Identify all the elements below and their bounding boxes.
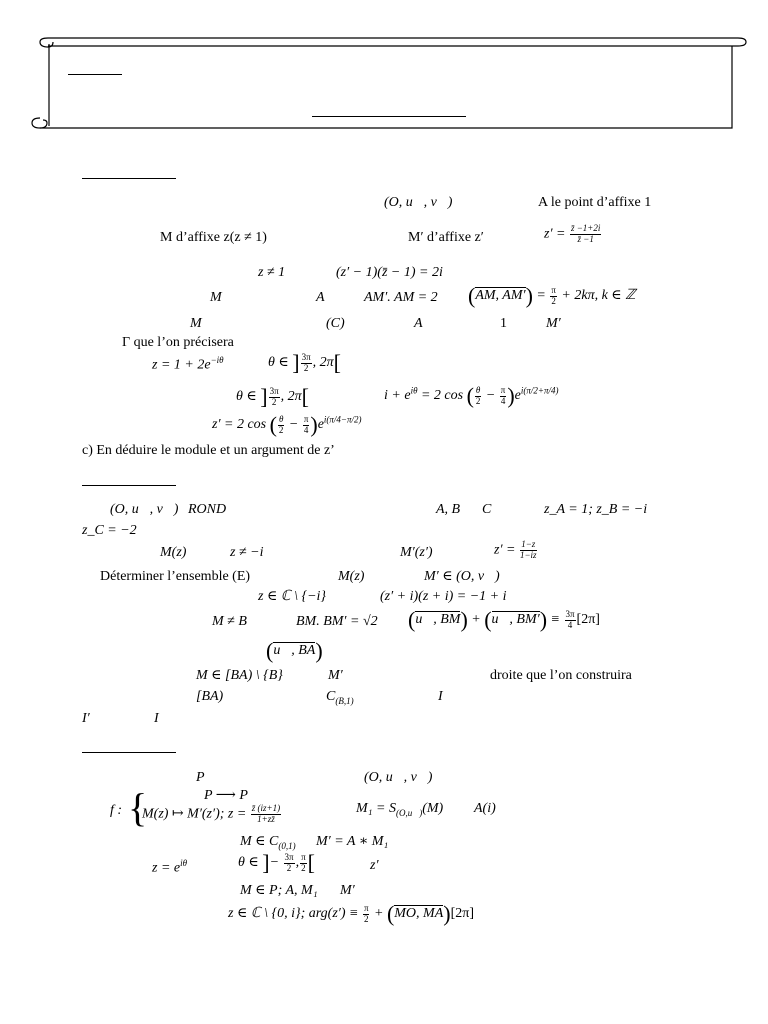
ex3-line3-f: f : — [110, 803, 123, 818]
ex1-line7-expression: $z = 1 + 2e^{-i\theta}$ — [152, 355, 224, 373]
ex3-line6-m: M ∈ P; A, M₁ — [240, 883, 318, 898]
exercise-1-heading-rule — [82, 178, 176, 179]
ex1-line5-a: A — [414, 316, 423, 331]
ex2-line7-angle-vectors: u⃗, BA — [273, 643, 316, 659]
ex2-line1-frame: (O, u⃗, v⃗) — [110, 502, 179, 517]
ex1-line2-point-mp: M′ d’affixe z′ — [408, 230, 484, 245]
ex1-line5-circle: (C) — [326, 316, 345, 331]
ex3-line5-zp: z′ — [370, 858, 379, 873]
ex3-line4-m: M ∈ $C_{(0,1)}$ — [240, 834, 296, 851]
ex3-line7-angle-vectors: MO, MA — [394, 906, 444, 922]
ex2-line9-i: I — [438, 689, 443, 704]
ex2-line6-angles: (u⃗, BM) + (u⃗, BM′) ≡ $\frac{3\pi}{4}$ [2π] — [408, 607, 600, 632]
ex2-line10-i: I — [154, 711, 159, 726]
ex2-line6-angle-2: u⃗, BM′ — [491, 612, 540, 628]
ex1-line10-question-c: c) En déduire le module et un argument de z’ — [82, 443, 335, 458]
ex1-line1-point-a: A le point d’affixe 1 — [538, 195, 652, 210]
ex2-line1-c: C — [482, 502, 492, 517]
ex2-line5-equation: (z′ + i)(z + i) = −1 + i — [380, 589, 507, 604]
header-short-rule — [68, 74, 122, 75]
ex2-line6-angle-1: u⃗, BM — [415, 612, 461, 628]
ex1-line5-m: M — [190, 316, 202, 331]
ex1-line5-mp: M′ — [546, 316, 561, 331]
ex1-line9-zprime: z′ = 2 cos ( $\frac{\theta}{2}$ − $\frac{\pi}{4}$ )$e^{i(\pi/4-\pi/2)}$ — [212, 412, 362, 437]
ex1-line6-gamma: Γ que l’on précisera — [122, 335, 234, 350]
exercise-2-heading-rule — [82, 485, 176, 486]
ex1-line4-m: M — [210, 290, 222, 305]
ex3-line3-point-a: A(i) — [474, 801, 496, 816]
ex1-line3-equation: (z′ − 1)(z̄ − 1) = 2i — [336, 265, 443, 280]
ex1-line5-one: 1 — [500, 316, 507, 331]
ex1-line7-interval: θ ∈ ] $\frac{3\pi}{2}$ , 2π[ — [268, 350, 341, 375]
ex2-line9-circle: $C_{(B,1)}$ — [326, 689, 354, 706]
ex1-line1-frame: (O, u⃗, v⃗) — [384, 195, 453, 210]
ex1-line8-interval: θ ∈ ] $\frac{3\pi}{2}$ , 2π[ — [236, 384, 309, 409]
ex2-line4-condition: M′ ∈ (O, v⃗) — [424, 569, 500, 584]
ex2-line6-m: M ≠ B — [212, 614, 247, 629]
ex2-line7-angle: (u⃗, BA) — [266, 638, 323, 663]
ex2-line8-line: droite que l’on construira — [490, 668, 632, 683]
ex3-line3-symmetry: $M_1 = S_{(O,u⃗)}(M)$ — [356, 801, 444, 818]
ex3-line1-frame: (O, u⃗, v⃗) — [364, 770, 433, 785]
ex2-line8-m: M ∈ [BA) \ {B} — [196, 668, 283, 683]
ex1-line4-angle-vectors: AM, AM′ — [475, 288, 526, 304]
ex2-line3-condition: z ≠ −i — [230, 545, 264, 560]
ex3-line6-mp: M′ — [340, 883, 355, 898]
ex2-line2-zc: z_C = −2 — [82, 523, 137, 538]
ex3-line3-formula: M(z) ↦ M′(z′); z = $\frac{z̄ (iz+1)}{1+zz̄}$ — [142, 803, 281, 824]
ex2-line3-formula: z′ = $\frac{1-z}{1-iz}$ — [494, 539, 537, 560]
ex1-line4-angle: (AM, AM′) = $\frac{\pi}{2}$ + 2kπ, k ∈ ℤ — [468, 283, 636, 308]
ex1-line4-product: AM′. AM = 2 — [364, 290, 438, 305]
ex3-line5-interval: θ ∈ ]− $\frac{3\pi}{2}$ , $\frac{\pi}{2}$ [ — [238, 850, 315, 875]
ex2-line4-determine: Déterminer l’ensemble (E) — [100, 569, 251, 584]
header-scroll-banner — [0, 0, 768, 140]
ex3-line3-brace: { — [128, 785, 148, 830]
ex2-line1-rond: ROND — [188, 502, 227, 517]
ex1-line2-formula: z′ = $\frac{z̄ -1+2i}{z̄ -1}$ — [544, 223, 601, 244]
ex1-line3-condition: z ≠ 1 — [258, 265, 286, 280]
ex2-line1-affixes: z_A = 1; z_B = −i — [544, 502, 648, 517]
ex3-line5-z: $z = e^{i\theta}$ — [152, 858, 188, 876]
ex2-line9-ba: [BA) — [196, 689, 224, 704]
ex2-line3-mz: M(z) — [160, 545, 187, 560]
ex2-line1-ab: A, B — [436, 502, 461, 517]
ex3-line1-plane: P — [196, 770, 205, 785]
ex1-line4-a: A — [316, 290, 325, 305]
ex3-line7-argument: z ∈ ℂ \ {0, i}; arg(z′) ≡ $\frac{\pi}{2}$ + (MO, MA)[2π] — [228, 901, 474, 926]
ex2-line4-mz: M(z) — [338, 569, 365, 584]
exercise-3-heading-rule — [82, 752, 176, 753]
ex2-line6-product: BM. BM′ = √2 — [296, 614, 378, 629]
ex1-line2-point-m: M d’affixe z(z ≠ 1) — [160, 230, 267, 245]
ex2-line8-mp: M′ — [328, 668, 343, 683]
ex2-line10-ip: I′ — [82, 711, 90, 726]
ex2-line3-mp: M′(z′) — [400, 545, 433, 560]
ex1-line8-identity: $i + e^{i\theta} = 2$ cos ( $\frac{\theta}{2}$ − $\frac{\pi}{4}$ )$e^{i(\pi/2+\pi/4)}$ — [384, 383, 559, 408]
header-title-rule — [312, 116, 466, 117]
ex3-line2-mapping: P ⟶ P — [204, 788, 248, 803]
ex2-line5-domain: z ∈ ℂ \ {−i} — [258, 589, 327, 604]
ex3-line4-mp: M′ = A ∗ M₁ — [316, 834, 389, 849]
